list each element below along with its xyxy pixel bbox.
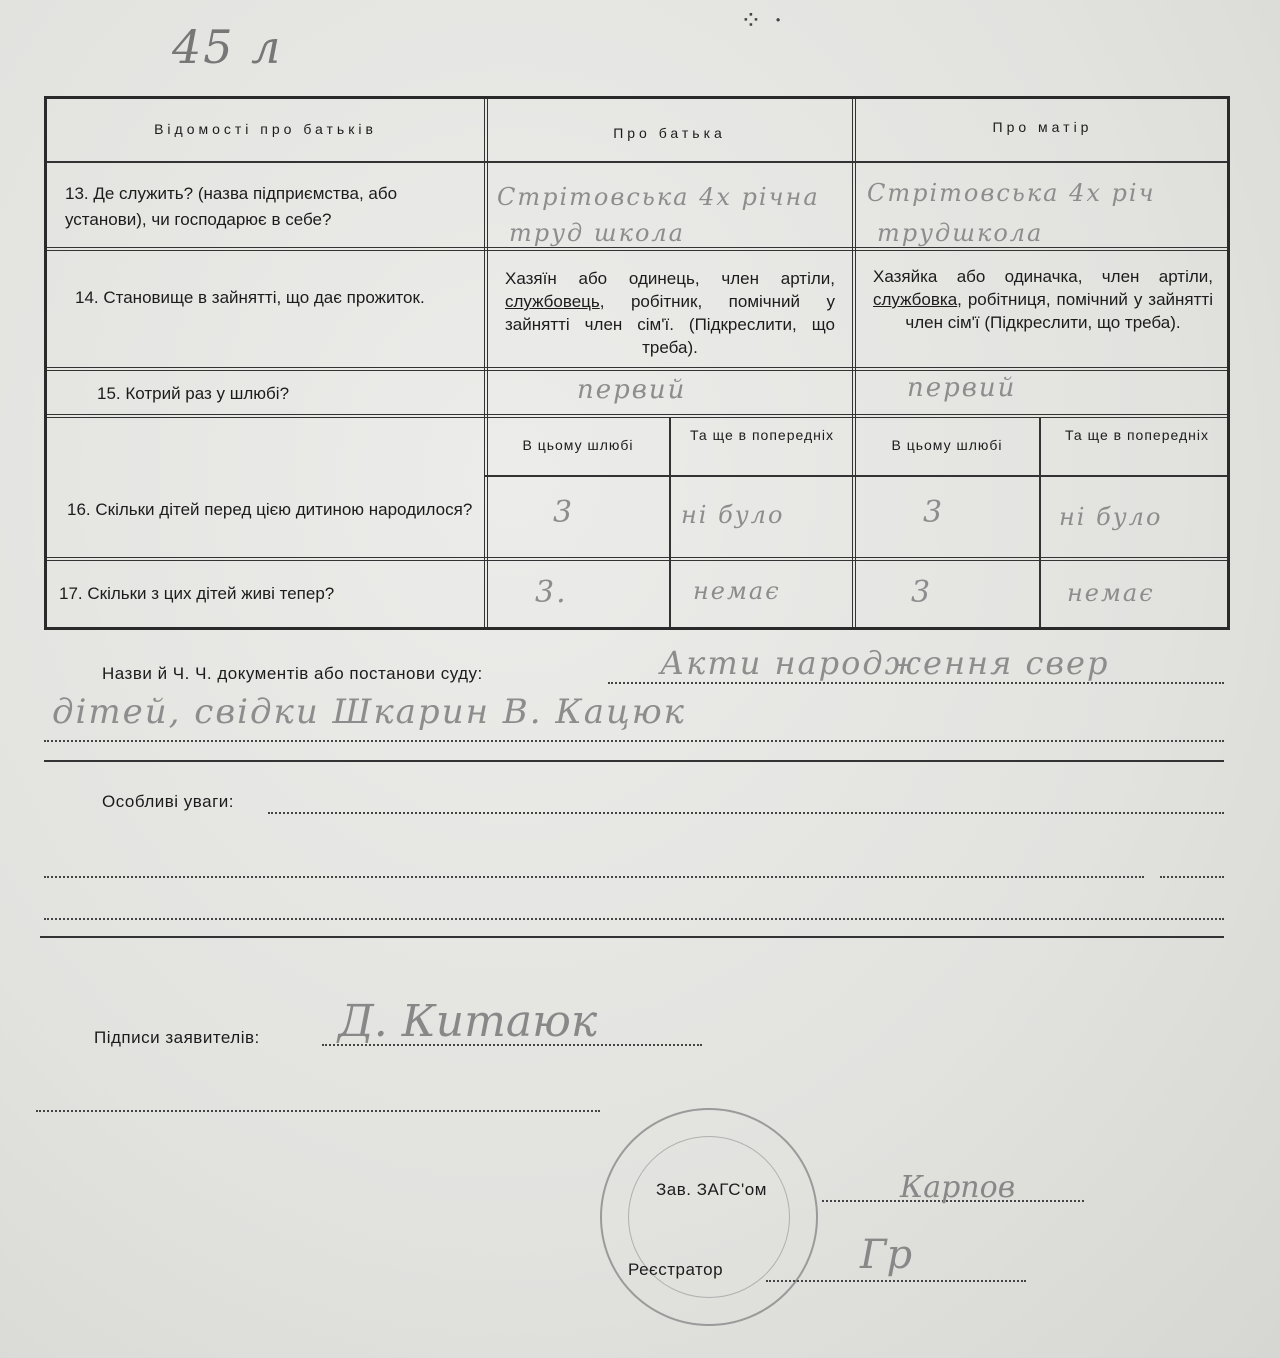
q14-father-text-2: , робітник, помічний у зайнятті член сім'ї. (Підкреслити, що треба). bbox=[505, 292, 835, 357]
remarks-line-1 bbox=[268, 812, 1224, 814]
remarks-line-2 bbox=[44, 876, 1144, 878]
q14-father-selected: службовець bbox=[505, 292, 600, 311]
official-stamp bbox=[600, 1108, 818, 1326]
table-col-divider bbox=[852, 99, 856, 627]
remarks-line-3 bbox=[44, 918, 1224, 920]
q14-mother-text: Хазяйка або одиначка, член артіли, bbox=[873, 267, 1213, 286]
table-col-divider bbox=[1039, 417, 1041, 627]
applicants-line-2 bbox=[36, 1110, 600, 1112]
section-rule bbox=[40, 936, 1224, 938]
q17-father-prev: немає bbox=[693, 577, 781, 605]
q17-mother-prev: немає bbox=[1067, 579, 1155, 607]
table-rule bbox=[47, 557, 1227, 561]
head-signature: Карпов bbox=[900, 1170, 1016, 1205]
table-col-divider bbox=[669, 417, 671, 627]
q16-sub-previous-mother: Та ще в попередніх bbox=[1065, 427, 1209, 443]
q14-father-options bbox=[505, 267, 835, 359]
q16-father-prev: ні було bbox=[681, 501, 785, 529]
remarks-label: Особливі уваги: bbox=[102, 792, 235, 811]
q16-father-this: 3 bbox=[553, 495, 575, 530]
q13-mother-value: Стрітовська 4х річ bbox=[867, 179, 1156, 207]
q16-mother-this: 3 bbox=[923, 495, 945, 530]
q16-label: 16. Скільки дітей перед цією дитиною народилося? bbox=[67, 500, 473, 519]
documents-line-1 bbox=[608, 682, 1224, 684]
q14-mother-text-2: , робітниця, помічний у зайнятті член сім'ї (Підкреслити, що треба). bbox=[905, 290, 1213, 332]
q13-label: 13. Де служить? (назва підприємства, або установи), чи господарює в себе? bbox=[65, 184, 398, 229]
q14-father-text: Хазяїн або одинець, член артіли, bbox=[505, 269, 835, 288]
table-rule bbox=[47, 247, 1227, 251]
q15-label: 15. Котрий раз у шлюбі? bbox=[97, 384, 290, 403]
q17-father-this: 3. bbox=[535, 575, 568, 610]
registrar-signature: Гр bbox=[860, 1232, 913, 1278]
q15-mother-value: первий bbox=[907, 373, 1017, 403]
header-mother: Про матір bbox=[992, 119, 1093, 135]
header-parents-info: Відомості про батьків bbox=[154, 121, 377, 137]
documents-label: Назви й Ч. Ч. документів або постанови суду: bbox=[102, 664, 483, 683]
q17-mother-this: 3 bbox=[911, 575, 933, 610]
table-rule bbox=[47, 161, 1227, 163]
q16-sub-this-marriage-mother: В цьому шлюбі bbox=[891, 437, 1003, 453]
q14-mother-selected: службовка bbox=[873, 290, 958, 309]
parents-info-table bbox=[44, 96, 1230, 630]
documents-value-2: дітей, свідки Шкарин В. Кацюк bbox=[52, 692, 686, 732]
section-rule bbox=[44, 760, 1224, 762]
q16-mother-prev: ні було bbox=[1059, 503, 1163, 531]
header-father: Про батька bbox=[613, 125, 726, 141]
q13-father-value-2: труд школа bbox=[509, 219, 685, 247]
archive-number: 45 л bbox=[172, 20, 283, 74]
remarks-line-2b bbox=[1160, 876, 1224, 878]
q13-father-value: Стрітовська 4х річна bbox=[497, 183, 820, 211]
q16-sub-this-marriage-father: В цьому шлюбі bbox=[522, 437, 634, 453]
documents-value-1: Акти народження свер bbox=[660, 644, 1110, 682]
table-rule bbox=[47, 414, 1227, 418]
registrar-signature-line bbox=[766, 1280, 1026, 1282]
table-col-divider bbox=[484, 99, 488, 627]
head-label: Зав. ЗАГС'ом bbox=[656, 1180, 767, 1199]
q15-father-value: первий bbox=[577, 375, 687, 405]
applicant-signature: Д. Китаюк bbox=[338, 996, 598, 1047]
applicants-label: Підписи заявителів: bbox=[94, 1028, 260, 1047]
q14-mother-options bbox=[873, 265, 1213, 334]
corner-mark: ⁘ · bbox=[740, 6, 785, 36]
q17-label: 17. Скільки з цих дітей живі тепер? bbox=[59, 584, 335, 603]
q16-sub-previous-father: Та ще в попередніх bbox=[690, 427, 834, 443]
documents-line-2 bbox=[44, 740, 1224, 742]
q13-mother-value-2: трудшкола bbox=[877, 219, 1044, 247]
table-rule bbox=[47, 367, 1227, 371]
q14-label: 14. Становище в зайнятті, що дає прожиток. bbox=[75, 288, 425, 307]
registrar-label: Реєстратор bbox=[628, 1260, 724, 1279]
